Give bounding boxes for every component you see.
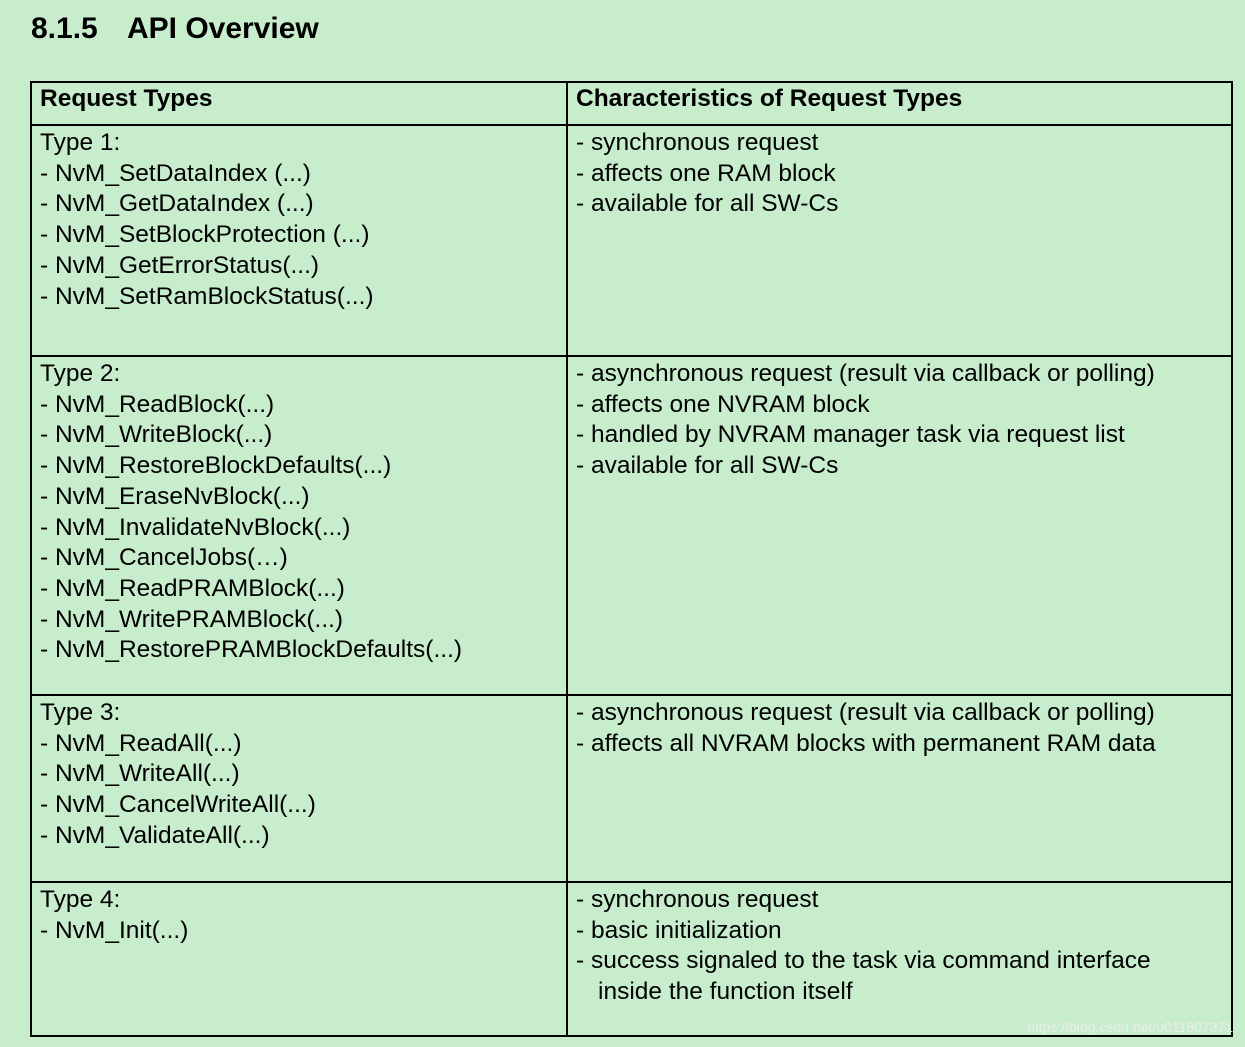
- characteristics-cell: [567, 356, 1232, 695]
- table-header-row: [31, 82, 1232, 125]
- function-item: - NvM_ValidateAll(...): [40, 821, 270, 849]
- function-item: - NvM_CancelJobs(…): [40, 544, 288, 572]
- table-row: [31, 695, 1232, 882]
- request-type-cell: [31, 356, 567, 695]
- characteristic-item-continuation: inside the function itself: [598, 978, 853, 1006]
- request-type-cell: [31, 695, 567, 882]
- request-type-cell: [31, 125, 567, 356]
- characteristic-item: - synchronous request: [576, 129, 819, 156]
- table-row: [31, 356, 1232, 695]
- type-label: Type 1:: [40, 129, 121, 156]
- characteristic-item: - affects one RAM block: [576, 159, 836, 187]
- type-label: Type 2:: [40, 360, 121, 387]
- function-item: - NvM_ReadPRAMBlock(...): [40, 574, 345, 602]
- characteristic-item: - asynchronous request (result via callback or polling): [576, 699, 1155, 726]
- function-item: - NvM_Init(...): [40, 916, 189, 944]
- characteristic-item: - available for all SW-Cs: [576, 190, 839, 218]
- characteristic-item: - basic initialization: [576, 916, 782, 944]
- function-item: - NvM_EraseNvBlock(...): [40, 482, 310, 510]
- characteristic-item: - synchronous request: [576, 886, 819, 913]
- characteristic-item: - available for all SW-Cs: [576, 452, 839, 480]
- function-item: - NvM_ReadAll(...): [40, 729, 242, 757]
- section-heading: [31, 12, 319, 46]
- function-item: - NvM_WriteBlock(...): [40, 421, 273, 449]
- characteristic-item: - affects all NVRAM blocks with permanent RAM data: [576, 729, 1156, 757]
- characteristics-cell: [567, 125, 1232, 356]
- section-title: API Overview: [127, 12, 319, 45]
- function-item: - NvM_SetDataIndex (...): [40, 159, 311, 187]
- header-characteristics: Characteristics of Request Types: [567, 82, 1232, 125]
- characteristic-item: - success signaled to the task via command interface: [576, 947, 1151, 975]
- api-overview-table: [30, 81, 1233, 1037]
- function-item: - NvM_InvalidateNvBlock(...): [40, 513, 351, 541]
- function-item: - NvM_ReadBlock(...): [40, 390, 275, 418]
- function-item: - NvM_RestorePRAMBlockDefaults(...): [40, 636, 463, 664]
- type-label: Type 4:: [40, 886, 121, 913]
- request-type-cell: [31, 882, 567, 1036]
- function-item: - NvM_GetErrorStatus(...): [40, 251, 320, 279]
- type-label: Type 3:: [40, 699, 121, 726]
- characteristic-item: - handled by NVRAM manager task via request list: [576, 421, 1125, 449]
- characteristic-item: - affects one NVRAM block: [576, 390, 870, 418]
- function-item: - NvM_WritePRAMBlock(...): [40, 605, 344, 633]
- section-number: 8.1.5: [31, 12, 98, 45]
- characteristic-item: - asynchronous request (result via callback or polling): [576, 360, 1155, 387]
- characteristics-cell: [567, 882, 1232, 1036]
- function-item: - NvM_CancelWriteAll(...): [40, 791, 316, 819]
- header-request-types: Request Types: [31, 82, 567, 125]
- function-item: - NvM_RestoreBlockDefaults(...): [40, 452, 392, 480]
- function-item: - NvM_SetRamBlockStatus(...): [40, 282, 374, 310]
- function-item: - NvM_WriteAll(...): [40, 760, 240, 788]
- table-row: [31, 882, 1232, 1036]
- watermark: https://blog.csdn.net/u011807371: [1026, 1019, 1233, 1035]
- table-row: [31, 125, 1232, 356]
- function-item: - NvM_SetBlockProtection (...): [40, 221, 370, 249]
- characteristics-cell: [567, 695, 1232, 882]
- function-item: - NvM_GetDataIndex (...): [40, 190, 314, 218]
